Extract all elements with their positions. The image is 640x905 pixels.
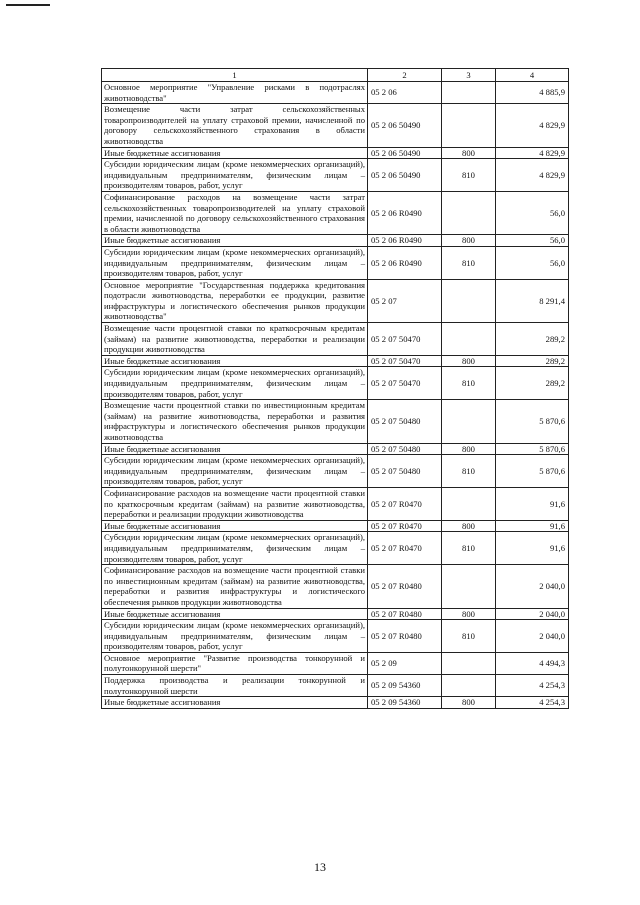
row-code-cell: 05 2 06 50490 bbox=[368, 159, 442, 192]
row-amount-cell: 4 254,3 bbox=[496, 675, 569, 697]
row-name-cell: Софинансирование расходов на возмещение части затрат сельскохозяйственных товаропроизводителей на уплату страховой премии, начисленной по договору сельскохозяйственного страхования в области животноводства bbox=[102, 191, 368, 234]
row-expense-type-cell: 800 bbox=[442, 608, 496, 620]
table-row bbox=[102, 620, 569, 653]
row-code-cell: 05 2 07 50470 bbox=[368, 367, 442, 400]
row-amount-cell: 5 870,6 bbox=[496, 443, 569, 455]
table-row bbox=[102, 520, 569, 532]
table-row bbox=[102, 400, 569, 443]
row-expense-type-cell: 810 bbox=[442, 455, 496, 488]
row-expense-type-cell: 810 bbox=[442, 620, 496, 653]
row-expense-type-cell: 800 bbox=[442, 355, 496, 367]
row-code-cell: 05 2 07 R0470 bbox=[368, 532, 442, 565]
row-code-cell: 05 2 07 bbox=[368, 279, 442, 322]
row-code-cell: 05 2 07 50480 bbox=[368, 443, 442, 455]
row-code-cell: 05 2 06 R0490 bbox=[368, 191, 442, 234]
row-amount-cell: 5 870,6 bbox=[496, 400, 569, 443]
table-row bbox=[102, 487, 569, 520]
row-code-cell: 05 2 06 R0490 bbox=[368, 246, 442, 279]
row-name-cell: Основное мероприятие "Управление рисками в подотраслях животноводства" bbox=[102, 82, 368, 104]
row-code-cell: 05 2 07 R0480 bbox=[368, 565, 442, 608]
row-expense-type-cell bbox=[442, 191, 496, 234]
row-code-cell: 05 2 09 54360 bbox=[368, 675, 442, 697]
page-number: 13 bbox=[314, 860, 326, 874]
row-name-cell: Софинансирование расходов на возмещение части процентной ставки по краткосрочным кредитам (займам) на развитие животноводства, переработки и реализации продукции животноводства bbox=[102, 487, 368, 520]
row-amount-cell: 289,2 bbox=[496, 367, 569, 400]
row-code-cell: 05 2 06 bbox=[368, 82, 442, 104]
row-amount-cell: 4 829,9 bbox=[496, 147, 569, 159]
row-expense-type-cell: 800 bbox=[442, 697, 496, 709]
table-row bbox=[102, 191, 569, 234]
table-row bbox=[102, 675, 569, 697]
row-expense-type-cell: 810 bbox=[442, 367, 496, 400]
row-name-cell: Основное мероприятие "Развитие производства тонкорунной и полутонкорунной шерсти" bbox=[102, 652, 368, 674]
row-name-cell: Иные бюджетные ассигнования bbox=[102, 697, 368, 709]
row-expense-type-cell: 810 bbox=[442, 532, 496, 565]
row-expense-type-cell bbox=[442, 652, 496, 674]
row-name-cell: Субсидии юридическим лицам (кроме некоммерческих организаций), индивидуальным предпринимателям, физическим лицам – производителям товаров, работ, услуг bbox=[102, 246, 368, 279]
row-expense-type-cell: 800 bbox=[442, 147, 496, 159]
header-col-2: 2 bbox=[368, 69, 442, 82]
row-amount-cell: 4 494,3 bbox=[496, 652, 569, 674]
row-name-cell: Субсидии юридическим лицам (кроме некоммерческих организаций), индивидуальным предпринимателям, физическим лицам – производителям товаров, работ, услуг bbox=[102, 455, 368, 488]
row-expense-type-cell bbox=[442, 82, 496, 104]
budget-table bbox=[101, 68, 569, 709]
header-col-1: 1 bbox=[102, 69, 368, 82]
row-amount-cell: 289,2 bbox=[496, 323, 569, 356]
top-margin-rule bbox=[6, 4, 50, 6]
row-name-cell: Иные бюджетные ассигнования bbox=[102, 443, 368, 455]
table-row bbox=[102, 104, 569, 147]
row-code-cell: 05 2 07 R0470 bbox=[368, 520, 442, 532]
row-expense-type-cell bbox=[442, 323, 496, 356]
row-expense-type-cell bbox=[442, 565, 496, 608]
table-row bbox=[102, 652, 569, 674]
row-amount-cell: 56,0 bbox=[496, 191, 569, 234]
row-name-cell: Возмещение части затрат сельскохозяйственных товаропроизводителей на уплату страховой премии, начисленной по договору сельскохозяйственного страхования в области животноводства bbox=[102, 104, 368, 147]
row-amount-cell: 56,0 bbox=[496, 246, 569, 279]
row-code-cell: 05 2 07 R0480 bbox=[368, 608, 442, 620]
table-row bbox=[102, 279, 569, 322]
table-row bbox=[102, 532, 569, 565]
row-amount-cell: 4 254,3 bbox=[496, 697, 569, 709]
row-expense-type-cell: 800 bbox=[442, 235, 496, 247]
row-expense-type-cell bbox=[442, 675, 496, 697]
row-name-cell: Поддержка производства и реализации тонкорунной и полутонкорунной шерсти bbox=[102, 675, 368, 697]
table-row bbox=[102, 159, 569, 192]
table-row bbox=[102, 443, 569, 455]
row-expense-type-cell bbox=[442, 400, 496, 443]
row-name-cell: Субсидии юридическим лицам (кроме некоммерческих организаций), индивидуальным предпринимателям, физическим лицам – производителям товаров, работ, услуг bbox=[102, 367, 368, 400]
header-col-3: 3 bbox=[442, 69, 496, 82]
row-amount-cell: 2 040,0 bbox=[496, 565, 569, 608]
row-code-cell: 05 2 09 54360 bbox=[368, 697, 442, 709]
row-amount-cell: 4 829,9 bbox=[496, 159, 569, 192]
row-expense-type-cell bbox=[442, 279, 496, 322]
table-row bbox=[102, 565, 569, 608]
row-code-cell: 05 2 07 50470 bbox=[368, 355, 442, 367]
row-amount-cell: 2 040,0 bbox=[496, 608, 569, 620]
row-expense-type-cell: 800 bbox=[442, 520, 496, 532]
row-amount-cell: 289,2 bbox=[496, 355, 569, 367]
row-name-cell: Иные бюджетные ассигнования bbox=[102, 235, 368, 247]
row-amount-cell: 4 829,9 bbox=[496, 104, 569, 147]
row-amount-cell: 5 870,6 bbox=[496, 455, 569, 488]
table-header-row bbox=[102, 69, 569, 82]
row-amount-cell: 2 040,0 bbox=[496, 620, 569, 653]
table-row bbox=[102, 235, 569, 247]
row-code-cell: 05 2 07 50480 bbox=[368, 400, 442, 443]
row-name-cell: Возмещение части процентной ставки по инвестиционным кредитам (займам) на развитие животноводства, переработки и развития инфраструктуры и логистического обеспечения рынков продукции животноводства bbox=[102, 400, 368, 443]
row-code-cell: 05 2 06 50490 bbox=[368, 147, 442, 159]
row-expense-type-cell: 810 bbox=[442, 246, 496, 279]
row-name-cell: Иные бюджетные ассигнования bbox=[102, 608, 368, 620]
row-amount-cell: 91,6 bbox=[496, 487, 569, 520]
row-amount-cell: 4 885,9 bbox=[496, 82, 569, 104]
header-col-4: 4 bbox=[496, 69, 569, 82]
row-code-cell: 05 2 09 bbox=[368, 652, 442, 674]
row-code-cell: 05 2 07 50470 bbox=[368, 323, 442, 356]
row-amount-cell: 8 291,4 bbox=[496, 279, 569, 322]
row-name-cell: Основное мероприятие "Государственная поддержка кредитования подотрасли животноводства, переработки ее продукции, развитие инфраструктуры и логистического обеспечения рынков продукции животноводства" bbox=[102, 279, 368, 322]
row-code-cell: 05 2 06 R0490 bbox=[368, 235, 442, 247]
table-row bbox=[102, 608, 569, 620]
table-row bbox=[102, 697, 569, 709]
table-row bbox=[102, 367, 569, 400]
row-expense-type-cell: 810 bbox=[442, 159, 496, 192]
row-code-cell: 05 2 06 50490 bbox=[368, 104, 442, 147]
row-name-cell: Субсидии юридическим лицам (кроме некоммерческих организаций), индивидуальным предпринимателям, физическим лицам – производителям товаров, работ, услуг bbox=[102, 620, 368, 653]
table-row bbox=[102, 246, 569, 279]
row-name-cell: Субсидии юридическим лицам (кроме некоммерческих организаций), индивидуальным предпринимателям, физическим лицам – производителям товаров, работ, услуг bbox=[102, 159, 368, 192]
row-amount-cell: 56,0 bbox=[496, 235, 569, 247]
row-expense-type-cell bbox=[442, 487, 496, 520]
row-code-cell: 05 2 07 R0480 bbox=[368, 620, 442, 653]
row-code-cell: 05 2 07 50480 bbox=[368, 455, 442, 488]
row-name-cell: Иные бюджетные ассигнования bbox=[102, 520, 368, 532]
table-row bbox=[102, 355, 569, 367]
row-name-cell: Иные бюджетные ассигнования bbox=[102, 147, 368, 159]
row-name-cell: Софинансирование расходов на возмещение части процентной ставки по инвестиционным кредитам (займам) на развитие животноводства, переработки и развития инфраструктуры и логистического обеспечения рынков продукции животноводства bbox=[102, 565, 368, 608]
row-amount-cell: 91,6 bbox=[496, 520, 569, 532]
table-row bbox=[102, 82, 569, 104]
table-row bbox=[102, 455, 569, 488]
row-expense-type-cell: 800 bbox=[442, 443, 496, 455]
row-name-cell: Субсидии юридическим лицам (кроме некоммерческих организаций), индивидуальным предпринимателям, физическим лицам – производителям товаров, работ, услуг bbox=[102, 532, 368, 565]
table-row bbox=[102, 323, 569, 356]
table-row bbox=[102, 147, 569, 159]
row-expense-type-cell bbox=[442, 104, 496, 147]
budget-table-container bbox=[101, 68, 568, 709]
row-name-cell: Иные бюджетные ассигнования bbox=[102, 355, 368, 367]
row-code-cell: 05 2 07 R0470 bbox=[368, 487, 442, 520]
row-name-cell: Возмещение части процентной ставки по краткосрочным кредитам (займам) на развитие животноводства, переработки и реализации продукции животноводства bbox=[102, 323, 368, 356]
row-amount-cell: 91,6 bbox=[496, 532, 569, 565]
